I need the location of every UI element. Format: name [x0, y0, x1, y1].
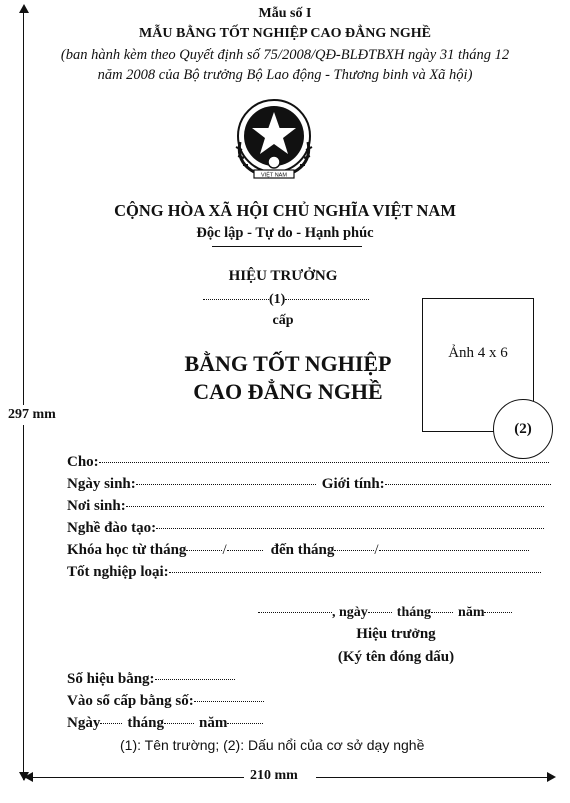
trade-field[interactable]: [156, 527, 544, 529]
birth-date-label: Ngày sinh:: [67, 476, 136, 492]
course-row: [67, 542, 529, 559]
book-label: Vào sổ cấp bằng số:: [67, 693, 194, 709]
registry-month-field[interactable]: [164, 722, 194, 724]
registry-year-label: năm: [199, 715, 228, 731]
grade-label: Tốt nghiệp loại:: [67, 564, 169, 580]
year-field[interactable]: [484, 611, 512, 613]
width-label: 210 mm: [250, 768, 298, 783]
date-month-label: tháng: [396, 605, 432, 620]
recipient-label: Cho:: [67, 454, 99, 470]
decree-line-2: năm 2008 của Bộ trưởng Bộ Lao động - Thương binh và Xã hội): [97, 67, 473, 83]
certificate-title-2: CAO ĐẲNG NGHỀ: [193, 379, 383, 404]
arrow-left-icon: [24, 772, 33, 782]
form-number: Mẫu số I: [258, 6, 312, 21]
issuer-title: HIỆU TRƯỞNG: [228, 268, 338, 284]
form-title: MẪU BẰNG TỐT NGHIỆP CAO ĐẲNG NGHỀ: [139, 26, 431, 41]
course-from-label: Khóa học từ tháng: [67, 542, 187, 558]
issuer-level: cấp: [272, 313, 294, 328]
height-dimension-line: [23, 8, 24, 780]
signature-title: Hiệu trưởng: [356, 626, 436, 642]
arrow-right-icon: [547, 772, 556, 782]
birth-place-row: [67, 498, 544, 515]
birth-place-field[interactable]: [126, 505, 544, 507]
seal-circle: [493, 399, 553, 459]
book-field[interactable]: [194, 700, 264, 702]
nation-motto: Độc lập - Tự do - Hạnh phúc: [196, 225, 374, 241]
trade-row: [67, 520, 544, 537]
width-dimension-line-right: [316, 777, 550, 778]
registry-date-row: [67, 715, 263, 732]
serial-row: [67, 671, 235, 688]
decree-line-1: (ban hành kèm theo Quyết định số 75/2008/QĐ-BLĐTBXH ngày 31 tháng 12: [60, 47, 510, 63]
certificate-title-1: BẰNG TỐT NGHIỆP: [184, 351, 392, 376]
signature-note: (Ký tên đóng dấu): [337, 649, 455, 665]
footnote: (1): Tên trường; (2): Dấu nổi của cơ sở dạy nghề: [120, 737, 425, 753]
day-field[interactable]: [368, 611, 392, 613]
course-to-label: đến tháng: [270, 542, 335, 558]
national-emblem-icon: [224, 96, 324, 182]
grade-field[interactable]: [169, 571, 541, 573]
course-from-year-field[interactable]: [227, 549, 263, 551]
motto-underline: [212, 246, 362, 247]
school-name-line: [203, 292, 369, 308]
dotted-leader: [203, 298, 269, 300]
course-to-slash: /: [374, 542, 379, 558]
serial-label: Số hiệu bằng:: [67, 671, 155, 687]
gender-label: Giới tính:: [321, 476, 385, 492]
dotted-leader: [285, 298, 369, 300]
place-field[interactable]: [258, 611, 332, 613]
course-from-slash: /: [222, 542, 227, 558]
serial-field[interactable]: [155, 678, 235, 680]
course-to-year-field[interactable]: [379, 549, 529, 551]
grade-row: [67, 564, 541, 581]
birth-place-label: Nơi sinh:: [67, 498, 126, 514]
trade-label: Nghề đào tạo:: [67, 520, 157, 536]
width-dimension-line-left: [26, 777, 244, 778]
course-to-month-field[interactable]: [334, 549, 374, 551]
date-day-label: , ngày: [332, 605, 368, 620]
emblem-banner-text: VIỆT NAM: [261, 172, 287, 179]
recipient-row: [67, 454, 549, 471]
seal-note: (2): [514, 420, 532, 437]
birth-date-row: [67, 476, 551, 493]
note-1: (1): [269, 292, 286, 307]
photo-label: Ảnh 4 x 6: [448, 345, 508, 361]
registry-year-field[interactable]: [227, 722, 263, 724]
registry-month-label: tháng: [127, 715, 165, 731]
book-row: [67, 693, 264, 710]
height-label: 297 mm: [8, 405, 56, 425]
course-from-month-field[interactable]: [186, 549, 222, 551]
date-line: [258, 605, 512, 621]
recipient-field[interactable]: [99, 461, 549, 463]
registry-day-field[interactable]: [100, 722, 122, 724]
date-year-label: năm: [458, 605, 485, 620]
gender-field[interactable]: [385, 483, 551, 485]
registry-day-label: Ngày: [67, 715, 101, 731]
nation-name: CỘNG HÒA XÃ HỘI CHỦ NGHĨA VIỆT NAM: [114, 201, 456, 220]
birth-date-field[interactable]: [136, 483, 316, 485]
month-field[interactable]: [431, 611, 453, 613]
